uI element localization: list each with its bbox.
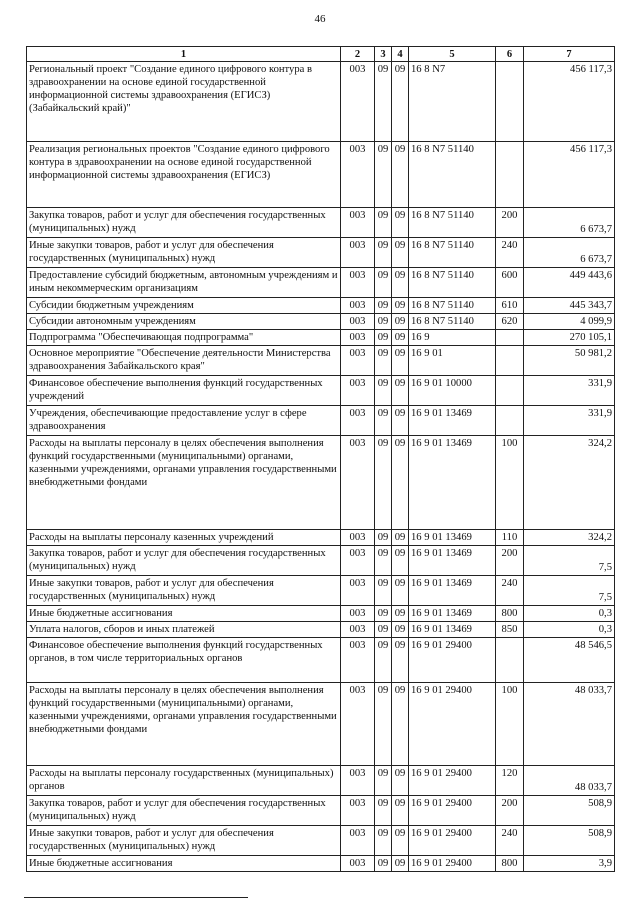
table-row <box>27 530 615 546</box>
header-cell: 3 <box>375 47 392 62</box>
expense-type-cell <box>496 638 524 683</box>
expense-type-cell <box>496 346 524 376</box>
section-code-cell: 09 <box>375 606 392 622</box>
header-cell: 5 <box>409 47 496 62</box>
ministry-code-cell: 003 <box>341 314 375 330</box>
row-name-cell: Иные бюджетные ассигнования <box>27 606 341 622</box>
expense-type-cell <box>496 330 524 346</box>
row-name-cell: Иные закупки товаров, работ и услуг для обеспечения государственных (муниципальных) нужд <box>27 238 341 268</box>
subsection-code-cell: 09 <box>392 856 409 872</box>
row-name-cell: Расходы на выплаты персоналу казенных учреждений <box>27 530 341 546</box>
amount-cell: 48 546,5 <box>524 638 615 683</box>
expense-type-cell: 620 <box>496 314 524 330</box>
section-code-cell: 09 <box>375 346 392 376</box>
section-code-cell: 09 <box>375 683 392 766</box>
expense-type-cell: 240 <box>496 826 524 856</box>
subsection-code-cell: 09 <box>392 298 409 314</box>
table-row <box>27 298 615 314</box>
subsection-code-cell: 09 <box>392 268 409 298</box>
ministry-code-cell: 003 <box>341 530 375 546</box>
target-article-cell: 16 9 01 29400 <box>409 826 496 856</box>
expense-type-cell: 600 <box>496 268 524 298</box>
table-row <box>27 314 615 330</box>
subsection-code-cell: 09 <box>392 683 409 766</box>
subsection-code-cell: 09 <box>392 208 409 238</box>
amount-cell: 7,5 <box>524 576 615 606</box>
amount-cell: 456 117,3 <box>524 62 615 142</box>
amount-cell: 324,2 <box>524 436 615 530</box>
table-row <box>27 268 615 298</box>
row-name-cell: Уплата налогов, сборов и иных платежей <box>27 622 341 638</box>
target-article-cell: 16 8 N7 51140 <box>409 298 496 314</box>
subsection-code-cell: 09 <box>392 376 409 406</box>
ministry-code-cell: 003 <box>341 826 375 856</box>
expense-type-cell: 100 <box>496 683 524 766</box>
table-row <box>27 638 615 683</box>
row-name-cell: Подпрограмма "Обеспечивающая подпрограмма" <box>27 330 341 346</box>
subsection-code-cell: 09 <box>392 826 409 856</box>
table-row <box>27 856 615 872</box>
header-cell: 1 <box>27 47 341 62</box>
amount-cell: 4 099,9 <box>524 314 615 330</box>
ministry-code-cell: 003 <box>341 856 375 872</box>
subsection-code-cell: 09 <box>392 530 409 546</box>
section-code-cell: 09 <box>375 638 392 683</box>
section-code-cell: 09 <box>375 766 392 796</box>
subsection-code-cell: 09 <box>392 62 409 142</box>
subsection-code-cell: 09 <box>392 406 409 436</box>
table-row <box>27 766 615 796</box>
amount-cell: 50 981,2 <box>524 346 615 376</box>
section-code-cell: 09 <box>375 208 392 238</box>
section-code-cell: 09 <box>375 436 392 530</box>
row-name-cell: Финансовое обеспечение выполнения функций государственных учреждений <box>27 376 341 406</box>
subsection-code-cell: 09 <box>392 314 409 330</box>
table-row <box>27 376 615 406</box>
expense-type-cell: 120 <box>496 766 524 796</box>
ministry-code-cell: 003 <box>341 62 375 142</box>
row-name-cell: Расходы на выплаты персоналу в целях обеспечения выполнения функций государственными (муниципальными) органами, казенными учреждениями, органами управления государственными внебюджетными фондами <box>27 436 341 530</box>
section-code-cell: 09 <box>375 826 392 856</box>
expense-type-cell: 200 <box>496 208 524 238</box>
table-row <box>27 606 615 622</box>
footer-divider <box>24 897 248 898</box>
table-row <box>27 796 615 826</box>
ministry-code-cell: 003 <box>341 638 375 683</box>
target-article-cell: 16 9 01 13469 <box>409 436 496 530</box>
target-article-cell: 16 9 01 13469 <box>409 606 496 622</box>
header-cell: 7 <box>524 47 615 62</box>
section-code-cell: 09 <box>375 268 392 298</box>
subsection-code-cell: 09 <box>392 638 409 683</box>
row-name-cell: Расходы на выплаты персоналу в целях обеспечения выполнения функций государственными (муниципальными) органами, казенными учреждениями, органами управления государственными внебюджетными фондами <box>27 683 341 766</box>
table-row <box>27 406 615 436</box>
table-row <box>27 346 615 376</box>
table-row <box>27 208 615 238</box>
target-article-cell: 16 8 N7 51140 <box>409 238 496 268</box>
target-article-cell: 16 9 01 29400 <box>409 796 496 826</box>
table-row <box>27 238 615 268</box>
row-name-cell: Предоставление субсидий бюджетным, автономным учреждениям и иным некоммерческим организациям <box>27 268 341 298</box>
row-name-cell: Закупка товаров, работ и услуг для обеспечения государственных (муниципальных) нужд <box>27 208 341 238</box>
section-code-cell: 09 <box>375 238 392 268</box>
table-header-row <box>27 47 615 62</box>
ministry-code-cell: 003 <box>341 268 375 298</box>
subsection-code-cell: 09 <box>392 238 409 268</box>
section-code-cell: 09 <box>375 376 392 406</box>
amount-cell: 331,9 <box>524 376 615 406</box>
target-article-cell: 16 9 01 10000 <box>409 376 496 406</box>
ministry-code-cell: 003 <box>341 208 375 238</box>
target-article-cell: 16 8 N7 <box>409 62 496 142</box>
table-row <box>27 622 615 638</box>
row-name-cell: Иные закупки товаров, работ и услуг для обеспечения государственных (муниципальных) нужд <box>27 826 341 856</box>
target-article-cell: 16 8 N7 51140 <box>409 314 496 330</box>
ministry-code-cell: 003 <box>341 766 375 796</box>
ministry-code-cell: 003 <box>341 330 375 346</box>
row-name-cell: Закупка товаров, работ и услуг для обеспечения государственных (муниципальных) нужд <box>27 546 341 576</box>
table-row <box>27 142 615 208</box>
header-cell: 6 <box>496 47 524 62</box>
section-code-cell: 09 <box>375 530 392 546</box>
target-article-cell: 16 9 01 29400 <box>409 856 496 872</box>
target-article-cell: 16 9 01 13469 <box>409 406 496 436</box>
ministry-code-cell: 003 <box>341 142 375 208</box>
ministry-code-cell: 003 <box>341 796 375 826</box>
target-article-cell: 16 9 01 29400 <box>409 683 496 766</box>
row-name-cell: Учреждения, обеспечивающие предоставление услуг в сфере здравоохранения <box>27 406 341 436</box>
expense-type-cell <box>496 376 524 406</box>
expense-type-cell <box>496 62 524 142</box>
section-code-cell: 09 <box>375 142 392 208</box>
amount-cell: 48 033,7 <box>524 683 615 766</box>
subsection-code-cell: 09 <box>392 622 409 638</box>
table-row <box>27 683 615 766</box>
row-name-cell: Реализация региональных проектов "Создание единого цифрового контура в здравоохранении на основе единой государственной информационной системы здравоохранения (ЕГИСЗ) <box>27 142 341 208</box>
expense-type-cell: 200 <box>496 546 524 576</box>
section-code-cell: 09 <box>375 856 392 872</box>
target-article-cell: 16 8 N7 51140 <box>409 268 496 298</box>
table-row <box>27 576 615 606</box>
amount-cell: 0,3 <box>524 622 615 638</box>
target-article-cell: 16 9 01 29400 <box>409 766 496 796</box>
subsection-code-cell: 09 <box>392 346 409 376</box>
amount-cell: 456 117,3 <box>524 142 615 208</box>
amount-cell: 6 673,7 <box>524 208 615 238</box>
expense-type-cell: 240 <box>496 238 524 268</box>
subsection-code-cell: 09 <box>392 606 409 622</box>
ministry-code-cell: 003 <box>341 622 375 638</box>
section-code-cell: 09 <box>375 576 392 606</box>
target-article-cell: 16 9 01 13469 <box>409 546 496 576</box>
expense-type-cell: 110 <box>496 530 524 546</box>
amount-cell: 508,9 <box>524 796 615 826</box>
row-name-cell: Субсидии бюджетным учреждениям <box>27 298 341 314</box>
section-code-cell: 09 <box>375 62 392 142</box>
amount-cell: 445 343,7 <box>524 298 615 314</box>
expense-type-cell: 200 <box>496 796 524 826</box>
row-name-cell: Иные закупки товаров, работ и услуг для обеспечения государственных (муниципальных) нужд <box>27 576 341 606</box>
subsection-code-cell: 09 <box>392 546 409 576</box>
amount-cell: 7,5 <box>524 546 615 576</box>
subsection-code-cell: 09 <box>392 796 409 826</box>
ministry-code-cell: 003 <box>341 406 375 436</box>
ministry-code-cell: 003 <box>341 376 375 406</box>
target-article-cell: 16 9 01 29400 <box>409 638 496 683</box>
amount-cell: 270 105,1 <box>524 330 615 346</box>
section-code-cell: 09 <box>375 298 392 314</box>
ministry-code-cell: 003 <box>341 683 375 766</box>
target-article-cell: 16 9 01 13469 <box>409 576 496 606</box>
amount-cell: 331,9 <box>524 406 615 436</box>
target-article-cell: 16 8 N7 51140 <box>409 208 496 238</box>
row-name-cell: Основное мероприятие "Обеспечение деятельности Министерства здравоохранения Забайкальского края" <box>27 346 341 376</box>
expense-type-cell <box>496 406 524 436</box>
subsection-code-cell: 09 <box>392 142 409 208</box>
section-code-cell: 09 <box>375 330 392 346</box>
expense-type-cell <box>496 142 524 208</box>
target-article-cell: 16 9 01 13469 <box>409 622 496 638</box>
row-name-cell: Расходы на выплаты персоналу государственных (муниципальных) органов <box>27 766 341 796</box>
target-article-cell: 16 9 01 13469 <box>409 530 496 546</box>
amount-cell: 3,9 <box>524 856 615 872</box>
expense-type-cell: 850 <box>496 622 524 638</box>
row-name-cell: Финансовое обеспечение выполнения функций государственных органов, в том числе территориальных органов <box>27 638 341 683</box>
section-code-cell: 09 <box>375 314 392 330</box>
row-name-cell: Субсидии автономным учреждениям <box>27 314 341 330</box>
ministry-code-cell: 003 <box>341 576 375 606</box>
expense-type-cell: 800 <box>496 856 524 872</box>
section-code-cell: 09 <box>375 622 392 638</box>
target-article-cell: 16 9 <box>409 330 496 346</box>
target-article-cell: 16 9 01 <box>409 346 496 376</box>
ministry-code-cell: 003 <box>341 346 375 376</box>
ministry-code-cell: 003 <box>341 436 375 530</box>
section-code-cell: 09 <box>375 546 392 576</box>
target-article-cell: 16 8 N7 51140 <box>409 142 496 208</box>
ministry-code-cell: 003 <box>341 606 375 622</box>
table-row <box>27 826 615 856</box>
amount-cell: 6 673,7 <box>524 238 615 268</box>
row-name-cell: Региональный проект "Создание единого цифрового контура в здравоохранении на основе единой государственной информационной системы здравоохранения (ЕГИСЗ) (Забайкальский край)" <box>27 62 341 142</box>
subsection-code-cell: 09 <box>392 576 409 606</box>
amount-cell: 0,3 <box>524 606 615 622</box>
budget-table <box>26 46 615 872</box>
amount-cell: 508,9 <box>524 826 615 856</box>
section-code-cell: 09 <box>375 796 392 826</box>
page-number: 46 <box>314 13 326 25</box>
amount-cell: 48 033,7 <box>524 766 615 796</box>
subsection-code-cell: 09 <box>392 330 409 346</box>
ministry-code-cell: 003 <box>341 298 375 314</box>
header-cell: 2 <box>341 47 375 62</box>
table-row <box>27 330 615 346</box>
subsection-code-cell: 09 <box>392 436 409 530</box>
section-code-cell: 09 <box>375 406 392 436</box>
table-row <box>27 436 615 530</box>
expense-type-cell: 240 <box>496 576 524 606</box>
amount-cell: 324,2 <box>524 530 615 546</box>
row-name-cell: Закупка товаров, работ и услуг для обеспечения государственных (муниципальных) нужд <box>27 796 341 826</box>
ministry-code-cell: 003 <box>341 546 375 576</box>
table-row <box>27 546 615 576</box>
header-cell: 4 <box>392 47 409 62</box>
expense-type-cell: 610 <box>496 298 524 314</box>
expense-type-cell: 800 <box>496 606 524 622</box>
table-row <box>27 62 615 142</box>
ministry-code-cell: 003 <box>341 238 375 268</box>
amount-cell: 449 443,6 <box>524 268 615 298</box>
row-name-cell: Иные бюджетные ассигнования <box>27 856 341 872</box>
subsection-code-cell: 09 <box>392 766 409 796</box>
expense-type-cell: 100 <box>496 436 524 530</box>
